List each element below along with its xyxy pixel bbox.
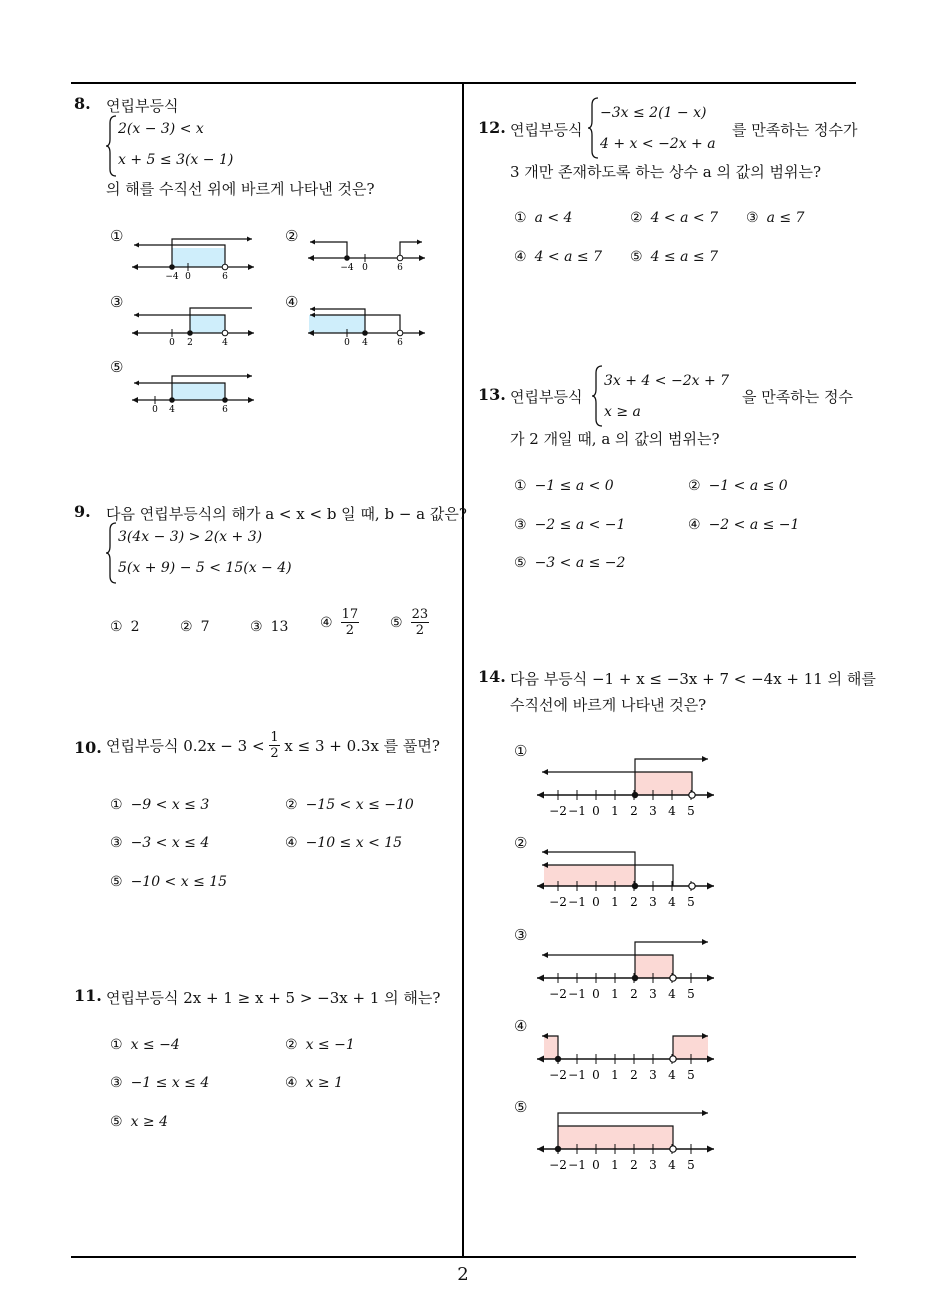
- equation-line: x ≥ a: [604, 404, 641, 420]
- equation-line: 4 + x < −2x + a: [600, 136, 716, 152]
- tick-label: 6: [222, 272, 228, 282]
- choice-mark[interactable]: ③: [514, 926, 528, 944]
- choice-value: x ≥ 1: [305, 1075, 343, 1091]
- choice-mark[interactable]: ④: [514, 1017, 528, 1035]
- tick-label: 5: [687, 987, 695, 1001]
- choice-mark: ④: [320, 614, 333, 631]
- choice-3[interactable]: [110, 1075, 209, 1091]
- choice-mark: ④: [514, 249, 527, 265]
- choice-mark[interactable]: ⑤: [514, 1098, 528, 1116]
- choice-mark: ④: [688, 517, 701, 533]
- choice-value: −1 < a ≤ 0: [708, 478, 788, 494]
- choice-value: −15 < x ≤ −10: [305, 797, 414, 813]
- choice-value: x ≤ −1: [305, 1037, 355, 1053]
- choice-mark[interactable]: ④: [285, 293, 299, 311]
- choice-mark: ②: [285, 797, 298, 813]
- question-number: 11.: [74, 986, 102, 1005]
- choice-3[interactable]: [514, 517, 625, 533]
- choice-value: a ≤ 7: [766, 210, 805, 226]
- choice-1[interactable]: [514, 210, 572, 226]
- choice-1[interactable]: [110, 619, 139, 635]
- choice-mark: ⑤: [110, 1114, 123, 1130]
- brace-icon: [106, 115, 118, 177]
- tick-label: 1: [611, 804, 619, 818]
- choice-mark: ①: [110, 1037, 123, 1053]
- tick-label: 1: [611, 987, 619, 1001]
- shaded-range: [172, 248, 225, 267]
- fraction: $\frac{1}{2}$: [270, 730, 279, 761]
- choice-mark: ②: [180, 619, 193, 635]
- choice-2[interactable]: [285, 1037, 355, 1053]
- tick-label: 0: [344, 338, 350, 347]
- question-title: 연립부등식: [106, 97, 179, 115]
- choice-value: −2 ≤ a < −1: [534, 517, 626, 533]
- choice-mark: ③: [746, 210, 759, 226]
- tick-label: 2: [187, 338, 193, 347]
- tick-label: −1: [568, 1158, 586, 1172]
- equation-line: x + 5 ≤ 3(x − 1): [118, 152, 234, 168]
- choice-value: 2: [130, 619, 140, 635]
- question-prompt: 의 해를 수직선 위에 바르게 나타낸 것은?: [106, 180, 375, 198]
- question-title: 연립부등식: [510, 388, 583, 406]
- choice-value: −3 < x ≤ 4: [130, 835, 210, 851]
- tick-label: 4: [362, 338, 368, 347]
- choice-3[interactable]: [110, 835, 209, 851]
- brace-icon: [588, 97, 600, 159]
- choice-value: −1 ≤ a < 0: [534, 478, 614, 494]
- choice-mark: ④: [285, 835, 298, 851]
- question-prompt: 연립부등식 0.2x − 3 < $\frac{1}{2}$ x ≤ 3 + 0.3x 를 풀면?: [106, 730, 440, 761]
- equation-line: 2(x − 3) < x: [118, 121, 204, 137]
- equation-line: 5(x + 9) − 5 < 15(x − 4): [118, 560, 292, 576]
- number-line-diagram: [128, 373, 258, 415]
- tick-label: 4: [668, 1158, 676, 1172]
- question-prompt: 을 만족하는 정수: [742, 388, 853, 406]
- question-number: 13.: [478, 385, 506, 404]
- question-number: 9.: [74, 502, 91, 521]
- tick-label: 4: [222, 338, 228, 347]
- choice-value: 7: [200, 619, 210, 635]
- tick-label: 6: [397, 263, 403, 272]
- choice-1[interactable]: [514, 478, 614, 494]
- tick-label: 0: [592, 987, 600, 1001]
- tick-label: −2: [549, 1068, 567, 1082]
- tick-label: −1: [568, 987, 586, 1001]
- tick-label: 0: [592, 1158, 600, 1172]
- tick-label: 4: [668, 895, 676, 909]
- choice-mark: ②: [688, 478, 701, 494]
- choice-value: 13: [270, 619, 289, 635]
- tick-label: 3: [649, 1158, 657, 1172]
- number-line-diagram: [534, 843, 719, 913]
- tick-label: 0: [152, 405, 158, 415]
- choice-value: −1 ≤ x ≤ 4: [130, 1075, 210, 1091]
- choice-1[interactable]: [110, 797, 209, 813]
- tick-label: 0: [592, 804, 600, 818]
- brace-icon: [592, 365, 604, 427]
- choice-2[interactable]: [285, 797, 414, 813]
- choice-mark: ⑤: [390, 614, 403, 631]
- choice-2[interactable]: [180, 619, 209, 635]
- tick-label: 1: [611, 895, 619, 909]
- shaded-range: [635, 772, 692, 795]
- equation-system: [106, 522, 326, 584]
- page-number: 2: [457, 1264, 469, 1285]
- number-line-diagram: [534, 752, 719, 822]
- choice-4[interactable]: [320, 607, 359, 638]
- tick-label: −4: [165, 272, 179, 282]
- choice-mark[interactable]: ①: [110, 227, 124, 245]
- choice-mark: ⑤: [514, 555, 527, 571]
- shaded-range: [544, 1036, 558, 1059]
- choice-value: −10 ≤ x < 15: [305, 835, 403, 851]
- question-prompt: 다음 부등식 −1 + x ≤ −3x + 7 < −4x + 11 의 해를: [510, 670, 876, 688]
- choice-mark: ⑤: [110, 874, 123, 890]
- tick-label: −2: [549, 895, 567, 909]
- choice-2[interactable]: [630, 210, 718, 226]
- choice-4[interactable]: [688, 517, 799, 533]
- choice-value: a < 4: [534, 210, 573, 226]
- tick-label: 4: [668, 987, 676, 1001]
- question-prompt: 3 개만 존재하도록 하는 상수 a 의 값의 범위는?: [510, 163, 822, 181]
- choice-4[interactable]: [285, 1075, 343, 1091]
- number-line-diagram: [128, 305, 258, 347]
- question-prompt: 다음 연립부등식의 해가 a < x < b 일 때, b − a 값은?: [106, 505, 467, 523]
- shaded-range: [190, 315, 225, 333]
- choice-value: −9 < x ≤ 3: [130, 797, 210, 813]
- question-prompt: 연립부등식 2x + 1 ≥ x + 5 > −3x + 1 의 해는?: [106, 989, 441, 1007]
- choice-5[interactable]: [514, 555, 625, 571]
- shaded-range: [635, 955, 673, 978]
- choice-4[interactable]: [514, 249, 602, 265]
- choice-1[interactable]: [110, 1037, 180, 1053]
- shaded-range: [172, 383, 225, 400]
- choice-5[interactable]: [390, 607, 429, 638]
- choice-3[interactable]: [746, 210, 804, 226]
- equation-line: 3x + 4 < −2x + 7: [604, 373, 730, 389]
- choice-value: 4 ≤ a ≤ 7: [650, 249, 718, 265]
- tick-label: 0: [592, 895, 600, 909]
- shaded-range: [309, 315, 365, 333]
- tick-label: 6: [222, 405, 228, 415]
- choice-mark: ①: [110, 619, 123, 635]
- choice-value: −10 < x ≤ 15: [130, 874, 228, 890]
- fraction: $\frac{23}{2}$: [411, 607, 429, 638]
- choice-mark: ③: [110, 1075, 123, 1091]
- number-line-diagram: [305, 305, 430, 347]
- choice-mark: ③: [250, 619, 263, 635]
- tick-label: −1: [568, 804, 586, 818]
- equation-line: −3x ≤ 2(1 − x): [600, 105, 707, 121]
- choice-mark: ①: [514, 210, 527, 226]
- tick-label: 4: [668, 804, 676, 818]
- question-number: 12.: [478, 118, 506, 137]
- choice-value: −3 < a ≤ −2: [534, 555, 626, 571]
- fraction: $\frac{17}{2}$: [341, 607, 359, 638]
- bottom-rule: [71, 1256, 856, 1258]
- column-divider: [462, 82, 464, 1258]
- question-number: 14.: [478, 667, 506, 686]
- top-rule: [71, 82, 856, 84]
- choice-2[interactable]: [688, 478, 788, 494]
- question-number: 10.: [74, 738, 102, 757]
- tick-label: 2: [630, 804, 638, 818]
- choice-mark: ④: [285, 1075, 298, 1091]
- tick-label: 2: [630, 987, 638, 1001]
- choice-3[interactable]: [250, 619, 288, 635]
- choice-value: 4 < a < 7: [650, 210, 718, 226]
- choice-value: x ≤ −4: [130, 1037, 180, 1053]
- question-prompt: 수직선에 바르게 나타낸 것은?: [510, 696, 707, 714]
- choice-mark: ①: [110, 797, 123, 813]
- choice-value: −2 < a ≤ −1: [708, 517, 800, 533]
- number-line-diagram: [128, 236, 258, 282]
- choice-mark[interactable]: ①: [514, 742, 528, 760]
- choice-mark: ①: [514, 478, 527, 494]
- choice-mark[interactable]: ⑤: [110, 358, 124, 376]
- choice-5[interactable]: [110, 874, 227, 890]
- choice-mark: ②: [285, 1037, 298, 1053]
- choice-value: 4 < a ≤ 7: [534, 249, 602, 265]
- tick-label: 3: [649, 1068, 657, 1082]
- tick-label: 5: [687, 804, 695, 818]
- tick-label: −2: [549, 1158, 567, 1172]
- tick-label: −2: [549, 987, 567, 1001]
- tick-label: 2: [630, 1158, 638, 1172]
- choice-mark[interactable]: ②: [514, 834, 528, 852]
- tick-label: 3: [649, 895, 657, 909]
- equation-line: 3(4x − 3) > 2(x + 3): [118, 529, 263, 545]
- tick-label: 5: [687, 1158, 695, 1172]
- tick-label: 2: [630, 1068, 638, 1082]
- tick-label: −1: [568, 895, 586, 909]
- equation-system: [592, 365, 732, 427]
- choice-mark: ②: [630, 210, 643, 226]
- tick-label: 3: [649, 804, 657, 818]
- tick-label: 5: [687, 1068, 695, 1082]
- choice-mark: ③: [514, 517, 527, 533]
- number-line-diagram: [534, 1016, 719, 1086]
- tick-label: −1: [568, 1068, 586, 1082]
- brace-icon: [106, 522, 118, 584]
- tick-label: 4: [169, 405, 175, 415]
- tick-label: 1: [611, 1068, 619, 1082]
- choice-mark: ⑤: [630, 249, 643, 265]
- question-prompt: 를 만족하는 정수가: [732, 121, 858, 139]
- tick-label: −4: [340, 263, 354, 272]
- equation-system: [106, 115, 326, 177]
- choice-5[interactable]: [630, 249, 718, 265]
- tick-label: 0: [362, 263, 368, 272]
- tick-label: 0: [592, 1068, 600, 1082]
- tick-label: 4: [668, 1068, 676, 1082]
- tick-label: 6: [397, 338, 403, 347]
- choice-mark[interactable]: ③: [110, 293, 124, 311]
- tick-label: 1: [611, 1158, 619, 1172]
- tick-label: 0: [169, 338, 175, 347]
- choice-value: x ≥ 4: [130, 1114, 168, 1130]
- equation-system: [588, 97, 728, 159]
- question-number: 8.: [74, 94, 91, 113]
- question-prompt: 가 2 개일 때, a 의 값의 범위는?: [510, 430, 720, 448]
- choice-mark[interactable]: ②: [285, 227, 299, 245]
- tick-label: 2: [630, 895, 638, 909]
- tick-label: 5: [687, 895, 695, 909]
- tick-label: 0: [185, 272, 191, 282]
- number-line-diagram: [305, 236, 430, 272]
- tick-label: 3: [649, 987, 657, 1001]
- choice-mark: ③: [110, 835, 123, 851]
- number-line-diagram: [534, 935, 719, 1005]
- tick-label: −2: [549, 804, 567, 818]
- question-title: 연립부등식: [510, 121, 583, 139]
- choice-5[interactable]: [110, 1114, 168, 1130]
- choice-4[interactable]: [285, 835, 402, 851]
- number-line-diagram: [534, 1106, 719, 1176]
